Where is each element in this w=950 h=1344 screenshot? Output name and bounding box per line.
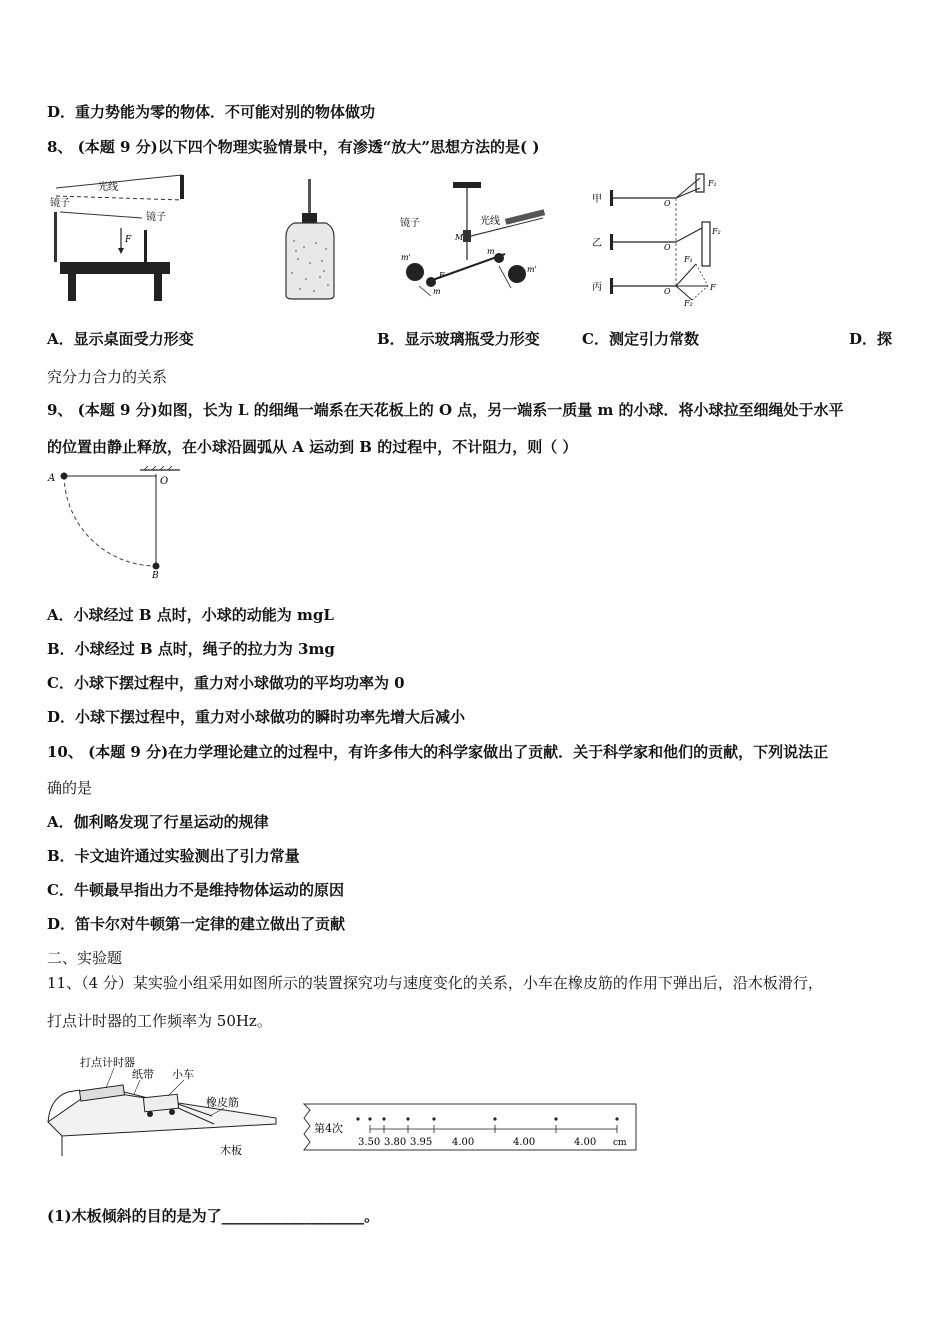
board-jia [610,190,613,206]
q8-f3-m-label: M [455,233,464,242]
ball-at-a [61,473,68,480]
q8-f3-mass4: m' [527,265,537,274]
bottle-body [286,223,334,299]
q11-interval-6: 4.00 [574,1137,597,1148]
q9-option-a: A．小球经过 B 点时，小球的动能为 mgL [47,606,334,624]
q10-option-d: D．笛卡尔对牛顿第一定律的建立做出了贡献 [47,915,346,933]
tape-leader [134,1080,140,1094]
q9-label-b: B [152,571,159,580]
q8-figure-torsion-balance [395,178,550,306]
light-ray-2 [56,196,182,200]
q8-f4-f2-bottom: F₂ [684,299,693,308]
q11-apparatus-figure [44,1050,284,1160]
section-title: 二、实验题 [47,949,123,967]
q9-pendulum-figure [44,466,184,580]
q8-f4-o-1: O [664,199,671,208]
q9-label-a: A [48,473,56,484]
thin-tube [308,179,311,217]
distance-marker-left [419,286,431,296]
q8-f4-f1-bottom: F₁ [684,255,693,264]
q8-option-d-part2: 究分力合力的关系 [47,368,168,386]
q8-stem: 8、 (本题 9 分)以下四个物理实验情景中，有渗透“放大”思想方法的是( ) [47,138,540,156]
q11-tape-label: 第4次 [314,1122,343,1135]
parallelogram-side-1 [696,264,708,286]
bottle-stopper [302,213,317,223]
vector-f1 [676,264,696,286]
q8-figure-glass-bottle [280,175,340,303]
force-arrowhead [118,248,124,254]
light-ray-1 [56,175,182,188]
q11-interval-5: 4.00 [513,1137,536,1148]
ceiling-mount [453,182,481,188]
q11-label-cart: 小车 [172,1068,194,1081]
q11-unit: cm [613,1138,627,1148]
q11-label-tape: 纸带 [132,1068,154,1081]
mirror-post [144,230,147,262]
q8-f3-mass1: m' [401,253,411,262]
q11-stem-line2: 打点计时器的工作频率为 50Hz。 [47,1012,272,1030]
spring-scale-2 [702,222,710,266]
q8-f4-o-2: O [664,243,671,252]
arc-path [64,476,156,566]
q9-stem-line2: 的位置由静止释放，在小球沿圆弧从 A 运动到 B 的过程中，不计阻力，则（ ） [47,438,578,456]
q8-f4-row1: 甲 [592,194,602,205]
q9-stem-line1: 9、 (本题 9 分)如图，长为 L 的细绳一端系在天花板上的 O 点，另一端系一质量 m 的小球．将小球拉至细绳处于水平 [47,401,844,419]
mirror-right [180,175,184,199]
q8-option-c: C．测定引力常数 [582,330,699,348]
q11-interval-2: 3.80 [384,1137,407,1148]
q8-f3-light-label: 光线 [480,216,500,227]
q8-f1-mirror2-label: 镜子 [146,212,166,223]
q8-f3-force: F [439,271,445,280]
small-ball-left [426,277,436,287]
large-ball-right [508,265,526,283]
q10-option-c: C．牛顿最早指出力不是维持物体运动的原因 [47,881,344,899]
q8-f4-f1-top: F₁ [708,179,717,188]
q9-option-b: B．小球经过 B 点时，绳子的拉力为 3mg [47,640,335,658]
q8-f1-force-label: F [125,235,132,245]
q8-figure-force-composition [588,168,728,308]
small-mirror [463,230,471,242]
q8-option-b: B．显示玻璃瓶受力形变 [377,330,540,348]
table-leg-right [154,274,162,301]
side-rod [54,212,57,262]
q11-sub1: (1)木板倾斜的目的是为了___________________。 [47,1207,380,1225]
board-bing [610,278,613,294]
cart-body [143,1094,178,1111]
q8-figure-table-mirrors [46,170,196,305]
q10-stem-line1: 10、 (本题 9 分)在力学理论建立的过程中，有许多伟大的科学家做出了贡献．关于科学家和他们的贡献，下列说法正 [47,743,829,761]
spring-line-3 [676,228,702,242]
cart-leader [168,1080,184,1096]
timer-leader [106,1068,114,1088]
table-top [60,262,170,274]
q11-interval-1: 3.50 [358,1137,381,1148]
q7-option-d: D．重力势能为零的物体．不可能对别的物体做功 [47,103,376,121]
q10-option-a: A．伽利略发现了行星运动的规律 [47,813,269,831]
parallelogram-side-2 [692,286,708,300]
cart-wheel-2 [169,1109,175,1115]
q10-option-b: B．卡文迪许通过实验测出了引力常量 [47,847,300,865]
table-leg-left [68,274,76,301]
q11-paper-tape-figure [302,1100,638,1154]
q8-f4-row3: 丙 [592,282,602,293]
q8-f3-mass3: m [487,247,495,256]
q8-f4-row2: 乙 [592,238,602,249]
q10-stem-line2: 确的是 [47,779,93,797]
q8-option-a: A．显示桌面受力形变 [47,330,194,348]
q8-f4-f: F [710,283,716,292]
q8-f1-mirror1-label: 镜子 [50,198,70,209]
q11-label-timer: 打点计时器 [80,1056,135,1069]
large-ball-left [406,263,424,281]
vector-f2 [676,286,692,300]
cart-wheel-1 [147,1111,153,1117]
ceiling-hatching [144,466,172,470]
q8-f1-light-label: 光线 [98,182,118,193]
small-ball-right [494,253,504,263]
q8-f4-f2-mid: F₂ [712,227,721,236]
light-ray-2 [471,226,511,236]
q8-f3-mass2: m [433,287,441,296]
q11-interval-3: 3.95 [410,1137,433,1148]
q9-label-o: O [160,476,169,487]
light-ray-3 [60,212,142,218]
q11-label-board: 木板 [220,1144,242,1157]
board-yi [610,234,613,250]
q9-option-c: C．小球下摆过程中，重力对小球做功的平均功率为 0 [47,674,405,692]
q11-label-band: 橡皮筋 [206,1096,239,1109]
q8-option-d-part1: D．探 [849,330,893,348]
q9-option-d: D．小球下摆过程中，重力对小球做功的瞬时功率先增大后减小 [47,708,466,726]
q8-f3-mirror-label: 镜子 [400,218,420,229]
q8-f4-o-3: O [664,287,671,296]
ball-at-b [153,563,160,570]
q11-interval-4: 4.00 [452,1137,475,1148]
q11-stem-line1: 11、（4 分）某实验小组采用如图所示的装置探究功与速度变化的关系，小车在橡皮筋的作用下弹出后，沿木板滑行， [47,974,823,992]
